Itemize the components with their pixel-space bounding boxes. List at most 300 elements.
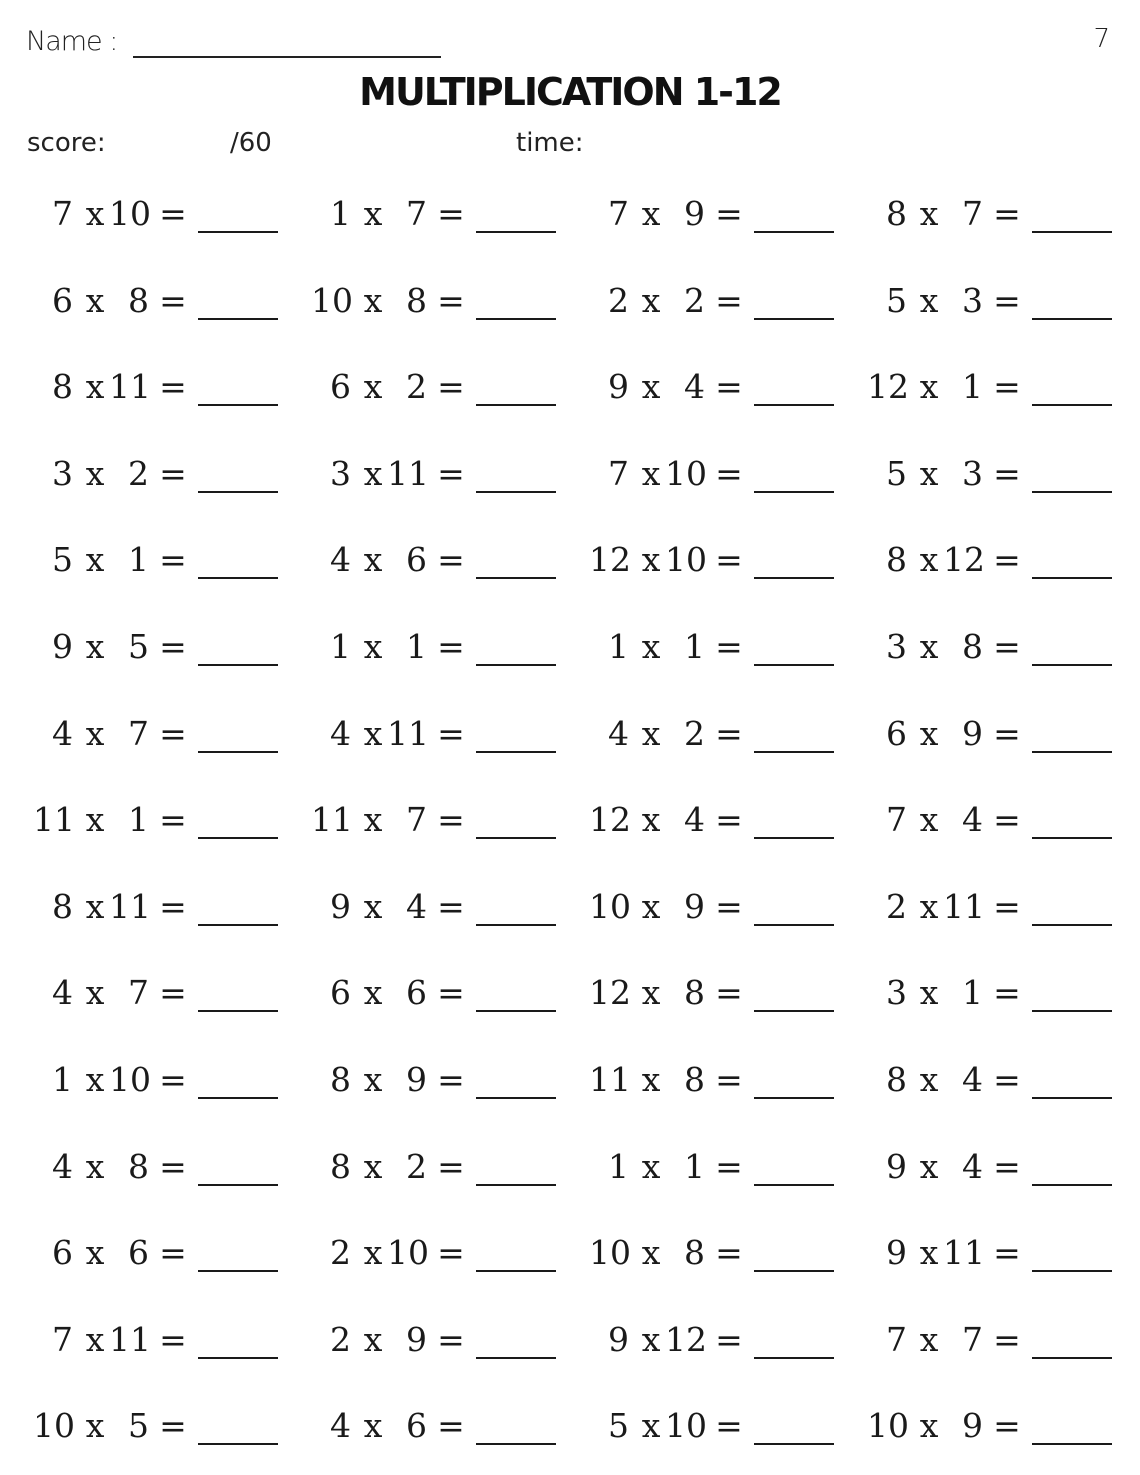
multiplier: 11	[387, 713, 429, 753]
multiplicand: 8	[330, 1060, 351, 1099]
equals-sign: =	[437, 627, 465, 666]
problem-item	[311, 1316, 581, 1364]
problem-item	[33, 623, 303, 671]
multiplier: 1	[962, 973, 983, 1013]
multiplier: 1	[962, 367, 983, 407]
multiplier: 3	[962, 453, 983, 493]
equals-sign: =	[437, 194, 465, 233]
answer-line[interactable]	[476, 924, 556, 926]
times-sign: x	[641, 1146, 661, 1186]
times-sign: x	[919, 194, 939, 233]
problem-item	[867, 1316, 1137, 1364]
answer-line[interactable]	[198, 924, 278, 926]
equals-sign: =	[159, 194, 187, 233]
problem-item	[33, 796, 303, 844]
problem-item	[867, 1402, 1137, 1450]
multiplicand: 6	[886, 713, 907, 753]
problem-item	[867, 363, 1137, 411]
multiplicand: 1	[52, 1060, 73, 1099]
multiplier: 1	[684, 627, 705, 666]
times-sign: x	[641, 280, 661, 320]
equals-sign: =	[159, 886, 187, 926]
answer-line[interactable]	[754, 577, 834, 579]
multiplicand: 1	[608, 627, 629, 666]
times-sign: x	[85, 800, 105, 840]
answer-line[interactable]	[198, 664, 278, 666]
multiplicand: 4	[330, 713, 351, 753]
equals-sign: =	[993, 367, 1021, 407]
problem-item	[33, 450, 303, 498]
multiplier: 2	[128, 453, 149, 493]
equals-sign: =	[159, 713, 187, 753]
equals-sign: =	[159, 1233, 187, 1273]
times-sign: x	[641, 627, 661, 666]
multiplier: 8	[962, 627, 983, 666]
multiplier: 1	[128, 540, 149, 580]
answer-line[interactable]	[198, 404, 278, 406]
answer-line[interactable]	[754, 318, 834, 320]
times-sign: x	[641, 713, 661, 753]
equals-sign: =	[715, 194, 743, 233]
problem-item	[589, 536, 859, 584]
answer-line[interactable]	[754, 231, 834, 233]
times-sign: x	[919, 886, 939, 926]
multiplicand: 1	[330, 194, 351, 233]
multiplier: 11	[943, 886, 985, 926]
times-sign: x	[363, 1233, 383, 1273]
answer-line[interactable]	[1032, 837, 1112, 839]
multiplier: 5	[128, 627, 149, 666]
times-sign: x	[85, 1060, 105, 1099]
problem-item	[589, 190, 859, 238]
problem-item	[33, 1056, 303, 1104]
equals-sign: =	[993, 1060, 1021, 1099]
times-sign: x	[641, 367, 661, 407]
answer-line[interactable]	[476, 318, 556, 320]
equals-sign: =	[437, 280, 465, 320]
problem-item	[33, 969, 303, 1017]
equals-sign: =	[993, 973, 1021, 1013]
multiplier: 8	[684, 1233, 705, 1273]
times-sign: x	[85, 886, 105, 926]
times-sign: x	[919, 1233, 939, 1273]
multiplier: 10	[665, 1406, 707, 1446]
equals-sign: =	[159, 1406, 187, 1446]
times-sign: x	[919, 280, 939, 320]
equals-sign: =	[159, 800, 187, 840]
equals-sign: =	[159, 367, 187, 407]
problem-item	[311, 363, 581, 411]
equals-sign: =	[993, 453, 1021, 493]
equals-sign: =	[715, 280, 743, 320]
multiplier: 7	[962, 1319, 983, 1359]
equals-sign: =	[993, 713, 1021, 753]
problem-item	[33, 1402, 303, 1450]
multiplier: 11	[387, 453, 429, 493]
answer-line[interactable]	[754, 1097, 834, 1099]
multiplicand: 9	[608, 367, 629, 407]
multiplier: 8	[128, 1146, 149, 1186]
equals-sign: =	[159, 627, 187, 666]
multiplicand: 12	[589, 800, 631, 840]
problem-item	[33, 1229, 303, 1277]
answer-line[interactable]	[1032, 1270, 1112, 1272]
equals-sign: =	[715, 1233, 743, 1273]
problem-item	[589, 969, 859, 1017]
times-sign: x	[641, 540, 661, 580]
answer-line[interactable]	[476, 577, 556, 579]
times-sign: x	[363, 1319, 383, 1359]
problem-item	[311, 536, 581, 584]
multiplicand: 4	[330, 1406, 351, 1446]
equals-sign: =	[437, 973, 465, 1013]
multiplicand: 4	[330, 540, 351, 580]
equals-sign: =	[159, 1060, 187, 1099]
multiplier: 4	[406, 886, 427, 926]
multiplicand: 11	[33, 800, 75, 840]
times-sign: x	[363, 713, 383, 753]
multiplicand: 6	[330, 973, 351, 1013]
equals-sign: =	[993, 1233, 1021, 1273]
multiplicand: 10	[867, 1406, 909, 1446]
problem-item	[867, 190, 1137, 238]
answer-line[interactable]	[476, 231, 556, 233]
equals-sign: =	[437, 713, 465, 753]
multiplier: 4	[962, 1060, 983, 1099]
multiplier: 11	[943, 1233, 985, 1273]
answer-line[interactable]	[754, 404, 834, 406]
problem-item	[311, 1143, 581, 1191]
multiplicand: 2	[886, 886, 907, 926]
times-sign: x	[641, 800, 661, 840]
equals-sign: =	[715, 713, 743, 753]
multiplicand: 10	[589, 886, 631, 926]
multiplier: 6	[406, 1406, 427, 1446]
answer-line[interactable]	[1032, 404, 1112, 406]
answer-line[interactable]	[754, 664, 834, 666]
multiplicand: 2	[330, 1319, 351, 1359]
times-sign: x	[919, 1146, 939, 1186]
answer-line[interactable]	[754, 491, 834, 493]
multiplicand: 5	[52, 540, 73, 580]
times-sign: x	[85, 194, 105, 233]
problem-item	[589, 363, 859, 411]
multiplier: 8	[684, 1060, 705, 1099]
score-total: /60	[230, 128, 272, 158]
problem-item	[589, 1402, 859, 1450]
equals-sign: =	[715, 367, 743, 407]
problem-item	[867, 623, 1137, 671]
times-sign: x	[363, 367, 383, 407]
equals-sign: =	[993, 627, 1021, 666]
equals-sign: =	[437, 1319, 465, 1359]
equals-sign: =	[159, 1319, 187, 1359]
multiplicand: 7	[886, 800, 907, 840]
answer-line[interactable]	[1032, 1010, 1112, 1012]
multiplicand: 1	[608, 1146, 629, 1186]
answer-line[interactable]	[476, 751, 556, 753]
answer-line[interactable]	[1032, 924, 1112, 926]
answer-line[interactable]	[476, 1357, 556, 1359]
problem-item	[311, 190, 581, 238]
multiplicand: 7	[52, 194, 73, 233]
multiplicand: 9	[608, 1319, 629, 1359]
times-sign: x	[85, 367, 105, 407]
answer-line[interactable]	[198, 1443, 278, 1445]
answer-line[interactable]	[754, 751, 834, 753]
problem-item	[311, 710, 581, 758]
times-sign: x	[85, 627, 105, 666]
multiplicand: 11	[589, 1060, 631, 1099]
times-sign: x	[85, 1406, 105, 1446]
multiplicand: 12	[589, 540, 631, 580]
answer-line[interactable]	[476, 1097, 556, 1099]
multiplicand: 7	[608, 194, 629, 233]
times-sign: x	[363, 1406, 383, 1446]
answer-line[interactable]	[198, 577, 278, 579]
problem-item	[311, 1056, 581, 1104]
multiplier: 10	[109, 194, 151, 233]
problem-item	[867, 710, 1137, 758]
multiplier: 9	[684, 886, 705, 926]
multiplicand: 2	[608, 280, 629, 320]
times-sign: x	[919, 1060, 939, 1099]
times-sign: x	[641, 1406, 661, 1446]
multiplier: 7	[128, 713, 149, 753]
times-sign: x	[919, 800, 939, 840]
multiplicand: 6	[52, 1233, 73, 1273]
answer-line[interactable]	[476, 491, 556, 493]
equals-sign: =	[715, 453, 743, 493]
multiplicand: 10	[311, 280, 353, 320]
answer-line[interactable]	[754, 1184, 834, 1186]
times-sign: x	[85, 713, 105, 753]
multiplicand: 1	[330, 627, 351, 666]
multiplier: 9	[962, 1406, 983, 1446]
multiplier: 4	[962, 800, 983, 840]
multiplicand: 3	[886, 973, 907, 1013]
equals-sign: =	[715, 1060, 743, 1099]
problem-item	[589, 883, 859, 931]
problem-item	[589, 1143, 859, 1191]
times-sign: x	[919, 713, 939, 753]
multiplier: 12	[665, 1319, 707, 1359]
answer-line[interactable]	[1032, 1097, 1112, 1099]
problem-item	[589, 623, 859, 671]
equals-sign: =	[993, 280, 1021, 320]
answer-line[interactable]	[1032, 231, 1112, 233]
answer-line[interactable]	[754, 924, 834, 926]
times-sign: x	[641, 194, 661, 233]
multiplier: 10	[109, 1060, 151, 1099]
equals-sign: =	[715, 1319, 743, 1359]
equals-sign: =	[993, 1406, 1021, 1446]
problem-item	[589, 710, 859, 758]
answer-line[interactable]	[198, 231, 278, 233]
answer-line[interactable]	[1032, 1357, 1112, 1359]
times-sign: x	[363, 194, 383, 233]
answer-line[interactable]	[1032, 318, 1112, 320]
answer-line[interactable]	[198, 751, 278, 753]
problem-item	[33, 190, 303, 238]
multiplier: 4	[684, 800, 705, 840]
answer-line[interactable]	[476, 837, 556, 839]
multiplicand: 7	[608, 453, 629, 493]
multiplicand: 9	[886, 1146, 907, 1186]
equals-sign: =	[715, 886, 743, 926]
answer-line[interactable]	[754, 1010, 834, 1012]
answer-line[interactable]	[1032, 491, 1112, 493]
multiplier: 11	[109, 1319, 151, 1359]
multiplier: 11	[109, 886, 151, 926]
answer-line[interactable]	[198, 1010, 278, 1012]
problem-item	[33, 710, 303, 758]
multiplicand: 12	[589, 973, 631, 1013]
multiplier: 7	[962, 194, 983, 233]
times-sign: x	[919, 1406, 939, 1446]
multiplier: 10	[387, 1233, 429, 1273]
times-sign: x	[641, 1319, 661, 1359]
problem-item	[589, 1229, 859, 1277]
multiplicand: 7	[52, 1319, 73, 1359]
equals-sign: =	[437, 1060, 465, 1099]
answer-line[interactable]	[476, 404, 556, 406]
problem-item	[311, 796, 581, 844]
answer-line[interactable]	[754, 1443, 834, 1445]
multiplier: 12	[943, 540, 985, 580]
answer-line[interactable]	[198, 1184, 278, 1186]
answer-line[interactable]	[198, 837, 278, 839]
times-sign: x	[641, 1060, 661, 1099]
multiplicand: 9	[330, 886, 351, 926]
answer-line[interactable]	[198, 1357, 278, 1359]
problem-item	[311, 277, 581, 325]
multiplier: 7	[128, 973, 149, 1013]
multiplier: 6	[128, 1233, 149, 1273]
multiplier: 9	[406, 1319, 427, 1359]
equals-sign: =	[437, 1406, 465, 1446]
multiplier: 11	[109, 367, 151, 407]
times-sign: x	[363, 1060, 383, 1099]
problem-item	[589, 1316, 859, 1364]
equals-sign: =	[437, 1146, 465, 1186]
multiplicand: 8	[330, 1146, 351, 1186]
multiplier: 1	[406, 627, 427, 666]
multiplier: 2	[406, 367, 427, 407]
problem-item	[867, 796, 1137, 844]
times-sign: x	[363, 280, 383, 320]
equals-sign: =	[715, 627, 743, 666]
problem-item	[311, 1402, 581, 1450]
score-label: score:	[27, 128, 106, 158]
times-sign: x	[641, 973, 661, 1013]
multiplier: 8	[128, 280, 149, 320]
multiplier: 10	[665, 540, 707, 580]
problem-item	[589, 450, 859, 498]
equals-sign: =	[715, 800, 743, 840]
multiplicand: 10	[589, 1233, 631, 1273]
multiplicand: 6	[330, 367, 351, 407]
problem-item	[867, 1229, 1137, 1277]
times-sign: x	[641, 453, 661, 493]
problem-item	[311, 450, 581, 498]
answer-line[interactable]	[754, 1357, 834, 1359]
multiplicand: 2	[330, 1233, 351, 1273]
problem-item	[33, 277, 303, 325]
equals-sign: =	[437, 367, 465, 407]
equals-sign: =	[993, 194, 1021, 233]
problem-item	[867, 277, 1137, 325]
answer-line[interactable]	[198, 1097, 278, 1099]
multiplier: 7	[406, 800, 427, 840]
answer-line[interactable]	[476, 1010, 556, 1012]
multiplier: 6	[406, 540, 427, 580]
multiplier: 1	[684, 1146, 705, 1186]
equals-sign: =	[437, 1233, 465, 1273]
multiplicand: 9	[52, 627, 73, 666]
multiplicand: 3	[52, 453, 73, 493]
multiplier: 2	[684, 280, 705, 320]
multiplicand: 7	[886, 1319, 907, 1359]
multiplicand: 5	[886, 280, 907, 320]
answer-line[interactable]	[1032, 751, 1112, 753]
problem-item	[867, 969, 1137, 1017]
problem-item	[311, 1229, 581, 1277]
answer-line[interactable]	[198, 318, 278, 320]
times-sign: x	[919, 1319, 939, 1359]
answer-line[interactable]	[754, 837, 834, 839]
equals-sign: =	[993, 1146, 1021, 1186]
equals-sign: =	[993, 886, 1021, 926]
multiplier: 6	[406, 973, 427, 1013]
answer-line[interactable]	[1032, 664, 1112, 666]
problem-item	[589, 796, 859, 844]
equals-sign: =	[159, 1146, 187, 1186]
times-sign: x	[363, 453, 383, 493]
multiplicand: 11	[311, 800, 353, 840]
times-sign: x	[363, 627, 383, 666]
page-title: MULTIPLICATION 1-12	[359, 70, 781, 114]
answer-line[interactable]	[476, 1270, 556, 1272]
times-sign: x	[85, 973, 105, 1013]
problem-item	[589, 1056, 859, 1104]
multiplier: 7	[406, 194, 427, 233]
times-sign: x	[363, 1146, 383, 1186]
answer-line[interactable]	[476, 1184, 556, 1186]
multiplicand: 8	[886, 1060, 907, 1099]
multiplier: 10	[665, 453, 707, 493]
answer-line[interactable]	[1032, 1184, 1112, 1186]
answer-line[interactable]	[476, 1443, 556, 1445]
multiplicand: 6	[52, 280, 73, 320]
times-sign: x	[85, 453, 105, 493]
answer-line[interactable]	[754, 1270, 834, 1272]
problem-item	[33, 363, 303, 411]
problem-item	[33, 883, 303, 931]
answer-line[interactable]	[476, 664, 556, 666]
multiplier: 3	[962, 280, 983, 320]
multiplicand: 10	[33, 1406, 75, 1446]
multiplicand: 4	[608, 713, 629, 753]
times-sign: x	[85, 1146, 105, 1186]
answer-line[interactable]	[1032, 577, 1112, 579]
answer-line[interactable]	[198, 1270, 278, 1272]
answer-line[interactable]	[198, 491, 278, 493]
equals-sign: =	[715, 1406, 743, 1446]
equals-sign: =	[159, 973, 187, 1013]
times-sign: x	[919, 627, 939, 666]
answer-line[interactable]	[1032, 1443, 1112, 1445]
